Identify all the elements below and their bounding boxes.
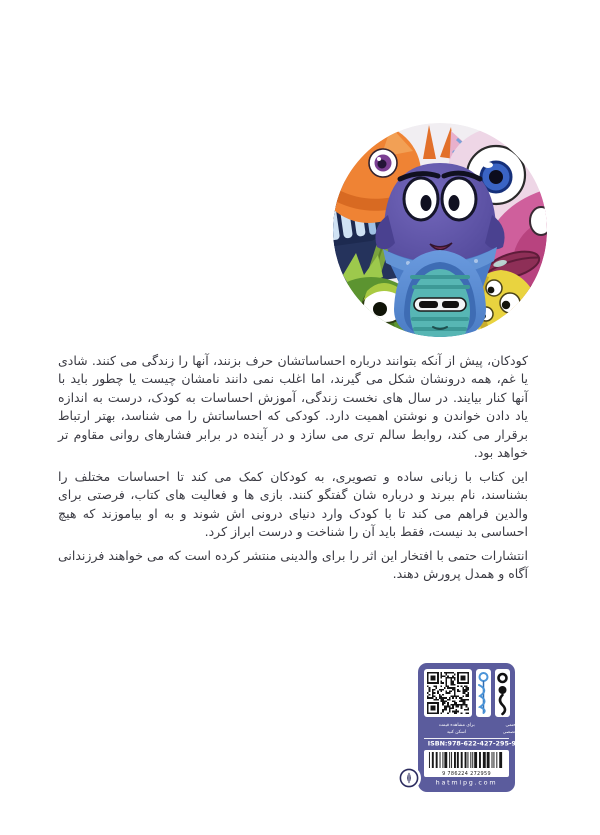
scan-note [424,721,489,736]
footer-divider-line [424,738,509,739]
blurb-paragraph-2: این کتاب با زبانی ساده و تصویری، به کودکان کمک می کند تا احساسات مختلف را بشناسند، نام ببرند و درباره شان گفتگو کنند. بازی ها و فعالیت های کتاب، فرصتی برای والدین فراهم می کند تا با کودک وارد دنیای درونی اش شوند و به او بیاموزند که هیچ احساسی بد نیست، فقط باید آن را شناخت و درست ابراز کرد. [58,468,528,540]
publisher-caption-line1: انتشارات حتمی [506,721,535,727]
scan-note-line2: اسکن کنید [447,729,467,735]
footer-tiles [424,669,510,717]
barcode-digits: 9 786224 272959 [442,770,491,776]
blurb [58,352,528,589]
monsters-illustration [333,123,547,337]
isbn-text: ISBN:978-622-427-295-9 [427,740,516,748]
publisher-seal-icon [397,766,421,790]
monsters-illustration-art [333,123,547,337]
medical-snake-logo-icon [476,669,491,717]
barcode [424,750,509,777]
scan-note-line1: برای مشاهده قیمت [438,721,475,727]
publisher-info-block [418,663,537,792]
website-text: hatmipg.com [435,779,498,787]
blurb-paragraph-3: انتشارات حتمی با افتخار این اثر را برای والدینی منتشر کرده است که می خواهند فرزندانی آگاه و همدل پرورش دهند. [58,548,528,582]
publisher-caption-line2: عمومی و تخصصی [503,729,537,735]
footer-captions [424,720,537,736]
qr-code-icon [424,669,472,717]
publisher-logotype-icon [495,669,510,717]
publisher-caption [489,721,550,736]
blurb-paragraph-1: کودکان، پیش از آنکه بتوانند درباره احساساتشان حرف بزنند، آنها را زندگی می کنند. شادی یا غم، همه درونشان شکل می گیرند، اما اغلب نمی دانند نامشان چیست یا چطور باید با آنها کنار بیایند. در سال های نخست زندگی، آموزش احساسات به کودک، درست به اندازه یاد دادن خواندن و نوشتن اهمیت دارد. کودکی که احساساتش را می شناسد، بهتر ارتباط برقرار می کند، روابط سالم تری می سازد و در آینده در برابر فشارهای روانی مقاوم تر خواهد بود. [58,353,528,461]
